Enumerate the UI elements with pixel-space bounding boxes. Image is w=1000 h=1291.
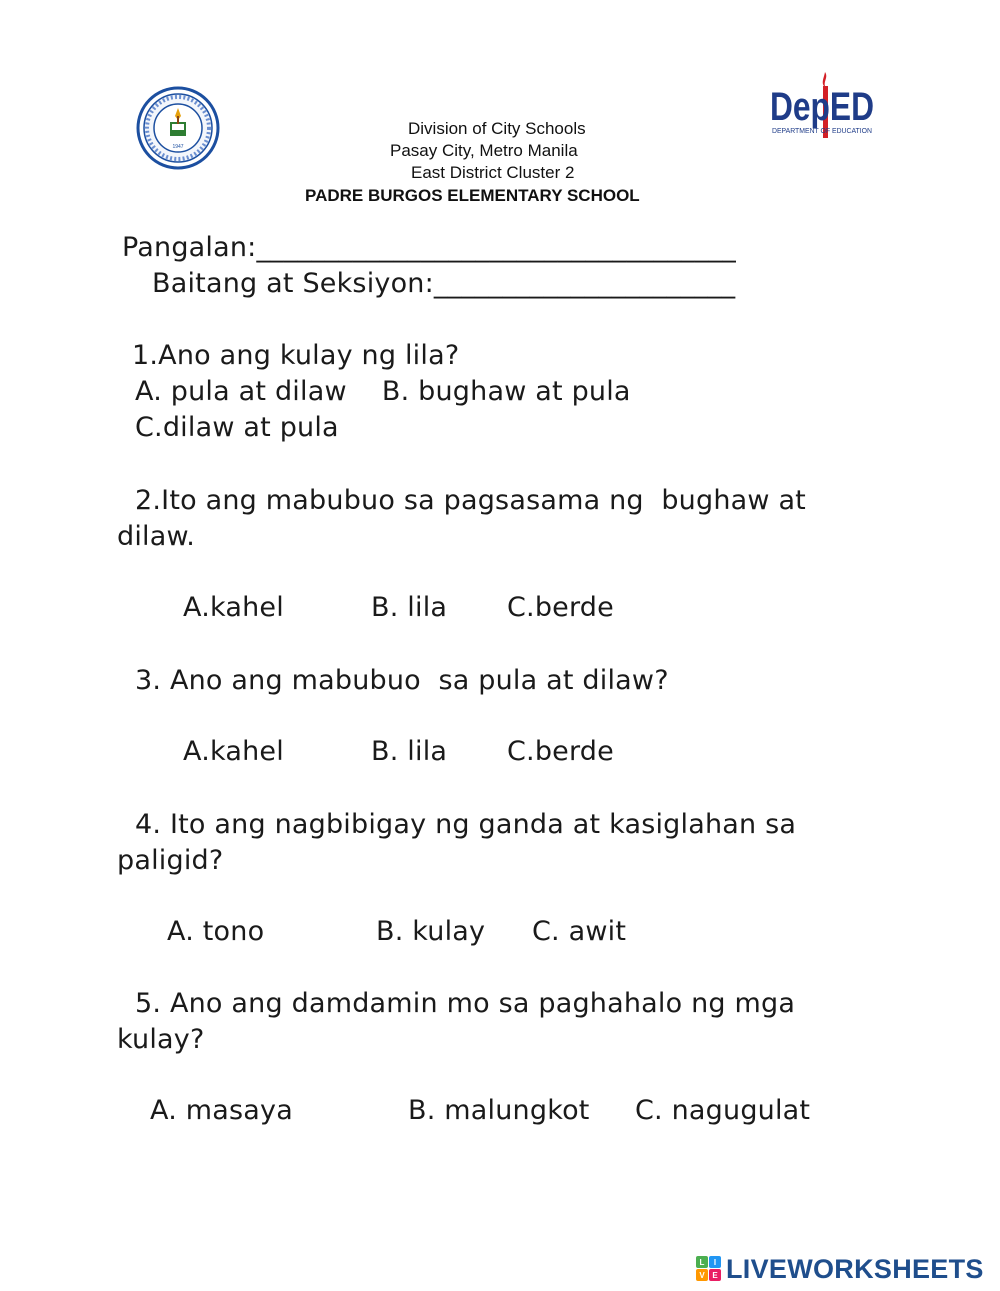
header-school-name: PADRE BURGOS ELEMENTARY SCHOOL	[305, 186, 640, 205]
question-5-option-c[interactable]: C. nagugulat	[635, 1095, 811, 1126]
header-division: Division of City Schools	[408, 119, 586, 138]
question-2-text-line2: dilaw.	[117, 521, 196, 552]
question-2-option-c[interactable]: C.berde	[507, 592, 614, 623]
liveworksheets-watermark	[696, 1252, 984, 1286]
question-5-option-a[interactable]: A. masaya	[150, 1095, 293, 1126]
header-district: East District Cluster 2	[411, 163, 575, 182]
question-3-option-b[interactable]: B. lila	[371, 736, 448, 767]
question-3-text: 3. Ano ang mabubuo sa pula at dilaw?	[135, 665, 669, 696]
question-2-option-b[interactable]: B. lila	[371, 592, 448, 623]
question-4-text-line2: paligid?	[117, 845, 224, 876]
school-seal-logo	[136, 86, 220, 170]
question-4-text-line1: 4. Ito ang nagbibigay ng ganda at kasiglahan sa	[135, 809, 797, 840]
question-2-text-line1: 2.Ito ang mabubuo sa pagsasama ng bughaw at	[135, 485, 806, 516]
svg-text:I: I	[713, 1258, 717, 1267]
question-4-option-c[interactable]: C. awit	[532, 916, 627, 947]
deped-logo-text: DepED	[770, 85, 874, 129]
name-field[interactable]: Pangalan:___________________________________	[122, 232, 736, 263]
question-5-text-line1: 5. Ano ang damdamin mo sa paghahalo ng mga	[135, 988, 796, 1019]
svg-text:V: V	[699, 1271, 705, 1280]
question-5-text-line2: kulay?	[117, 1024, 205, 1055]
question-1-text: 1.Ano ang kulay ng lila?	[132, 340, 460, 371]
svg-text:L: L	[699, 1258, 705, 1267]
section-field[interactable]: Baitang at Seksiyon:______________________	[152, 268, 736, 299]
question-1-option-c[interactable]: C.dilaw at pula	[135, 412, 339, 443]
question-3-option-a[interactable]: A.kahel	[183, 736, 284, 767]
question-5-option-b[interactable]: B. malungkot	[408, 1095, 590, 1126]
liveworksheets-icon	[696, 1256, 722, 1282]
deped-logo-subtitle: DEPARTMENT OF EDUCATION	[772, 128, 872, 135]
question-1-options-a-b[interactable]: A. pula at dilaw B. bughaw at pula	[135, 376, 631, 407]
question-4-option-b[interactable]: B. kulay	[376, 916, 486, 947]
question-2-option-a[interactable]: A.kahel	[183, 592, 284, 623]
question-4-option-a[interactable]: A. tono	[167, 916, 265, 947]
question-3-option-c[interactable]: C.berde	[507, 736, 614, 767]
seal-year-text: 1947	[172, 144, 184, 150]
header-city: Pasay City, Metro Manila	[390, 141, 578, 160]
liveworksheets-text: LIVEWORKSHEETS	[726, 1253, 984, 1284]
svg-text:E: E	[712, 1271, 718, 1280]
deped-logo	[766, 70, 878, 142]
